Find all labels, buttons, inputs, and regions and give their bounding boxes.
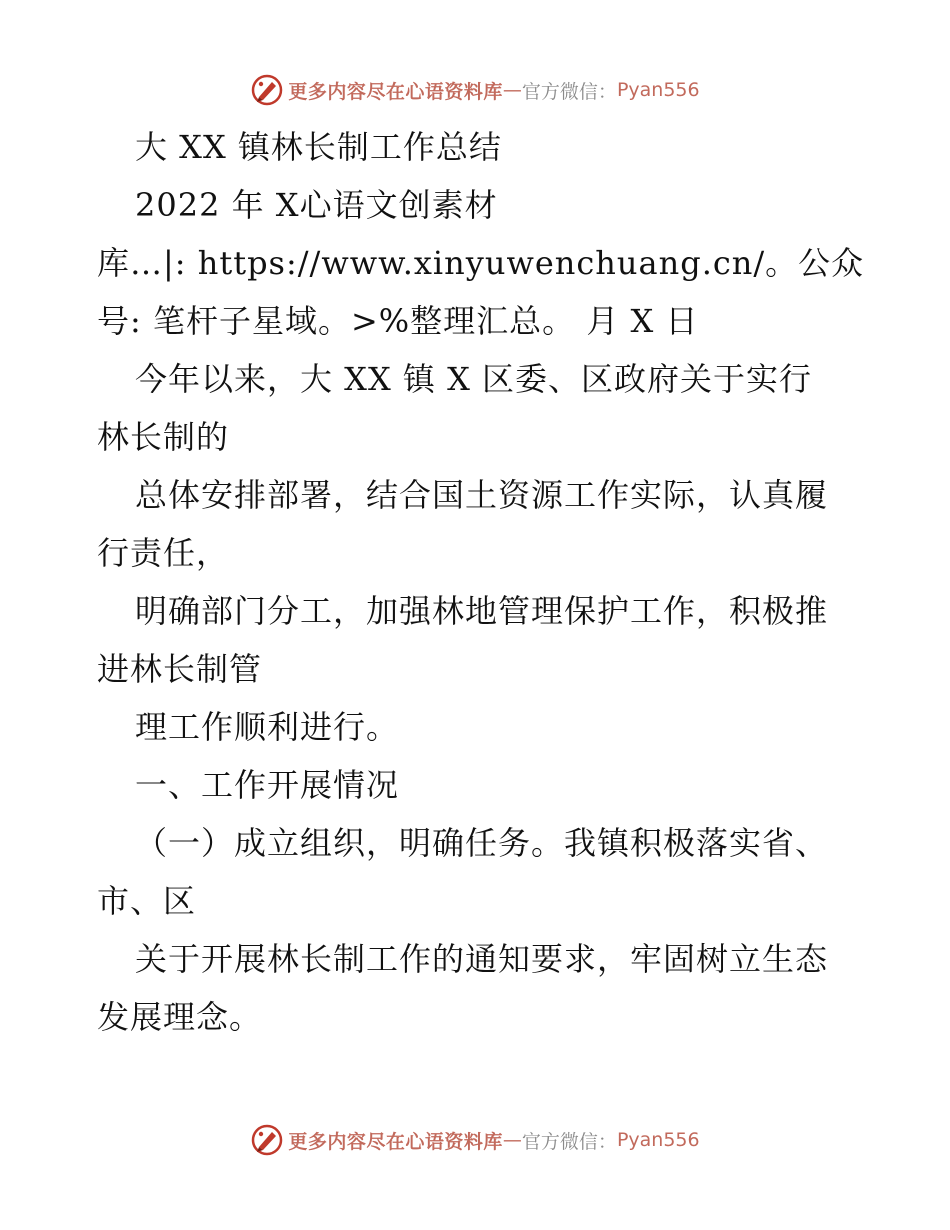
watermark-separator: —	[502, 79, 522, 101]
watermark-separator: —	[502, 1129, 522, 1151]
paragraph-line: 明确部门分工，加强林地管理保护工作，积极推	[135, 592, 829, 630]
paragraph-line: 行责任，	[97, 534, 230, 572]
watermark-label: 官方微信：	[521, 80, 617, 103]
watermark-wechat-id: Pyan556	[616, 79, 700, 101]
pen-logo-icon	[250, 73, 284, 107]
pen-logo-icon	[250, 1123, 284, 1157]
document-source-line-cont: 号: 笔杆子星域。>%整理汇总。 月 X 日	[97, 302, 699, 340]
paragraph-line: 总体安排部署，结合国土资源工作实际，认真履	[135, 476, 829, 514]
document-body	[97, 118, 865, 1046]
watermark-label: 官方微信：	[521, 1130, 617, 1153]
paragraph-line: 今年以来，大 XX 镇 X 区委、区政府关于实行	[135, 360, 813, 398]
paragraph-line: 市、区	[97, 882, 197, 920]
document-title: 大 XX 镇林长制工作总结	[135, 128, 502, 166]
paragraph-line: 进林长制管	[97, 650, 263, 688]
watermark-main-text: 更多内容尽在心语资料库	[288, 80, 503, 103]
paragraph-line: 林长制的	[97, 418, 230, 456]
paragraph-line: 发展理念。	[97, 998, 263, 1036]
header-watermark	[0, 70, 950, 110]
paragraph-line: 理工作顺利进行。	[135, 708, 400, 746]
paragraph-line: （一）成立组织，明确任务。我镇积极落实省、	[135, 824, 829, 862]
section-heading: 一、工作开展情况	[135, 766, 400, 804]
document-source-line: 库…|: https://www.xinyuwenchuang.cn/。公众	[97, 244, 865, 282]
watermark-main-text: 更多内容尽在心语资料库	[288, 1130, 503, 1153]
paragraph-line: 关于开展林长制工作的通知要求，牢固树立生态	[135, 940, 829, 978]
footer-watermark	[0, 1120, 950, 1160]
watermark-wechat-id: Pyan556	[616, 1129, 700, 1151]
document-date-line: 2022 年 X心语文创素材	[135, 186, 498, 224]
